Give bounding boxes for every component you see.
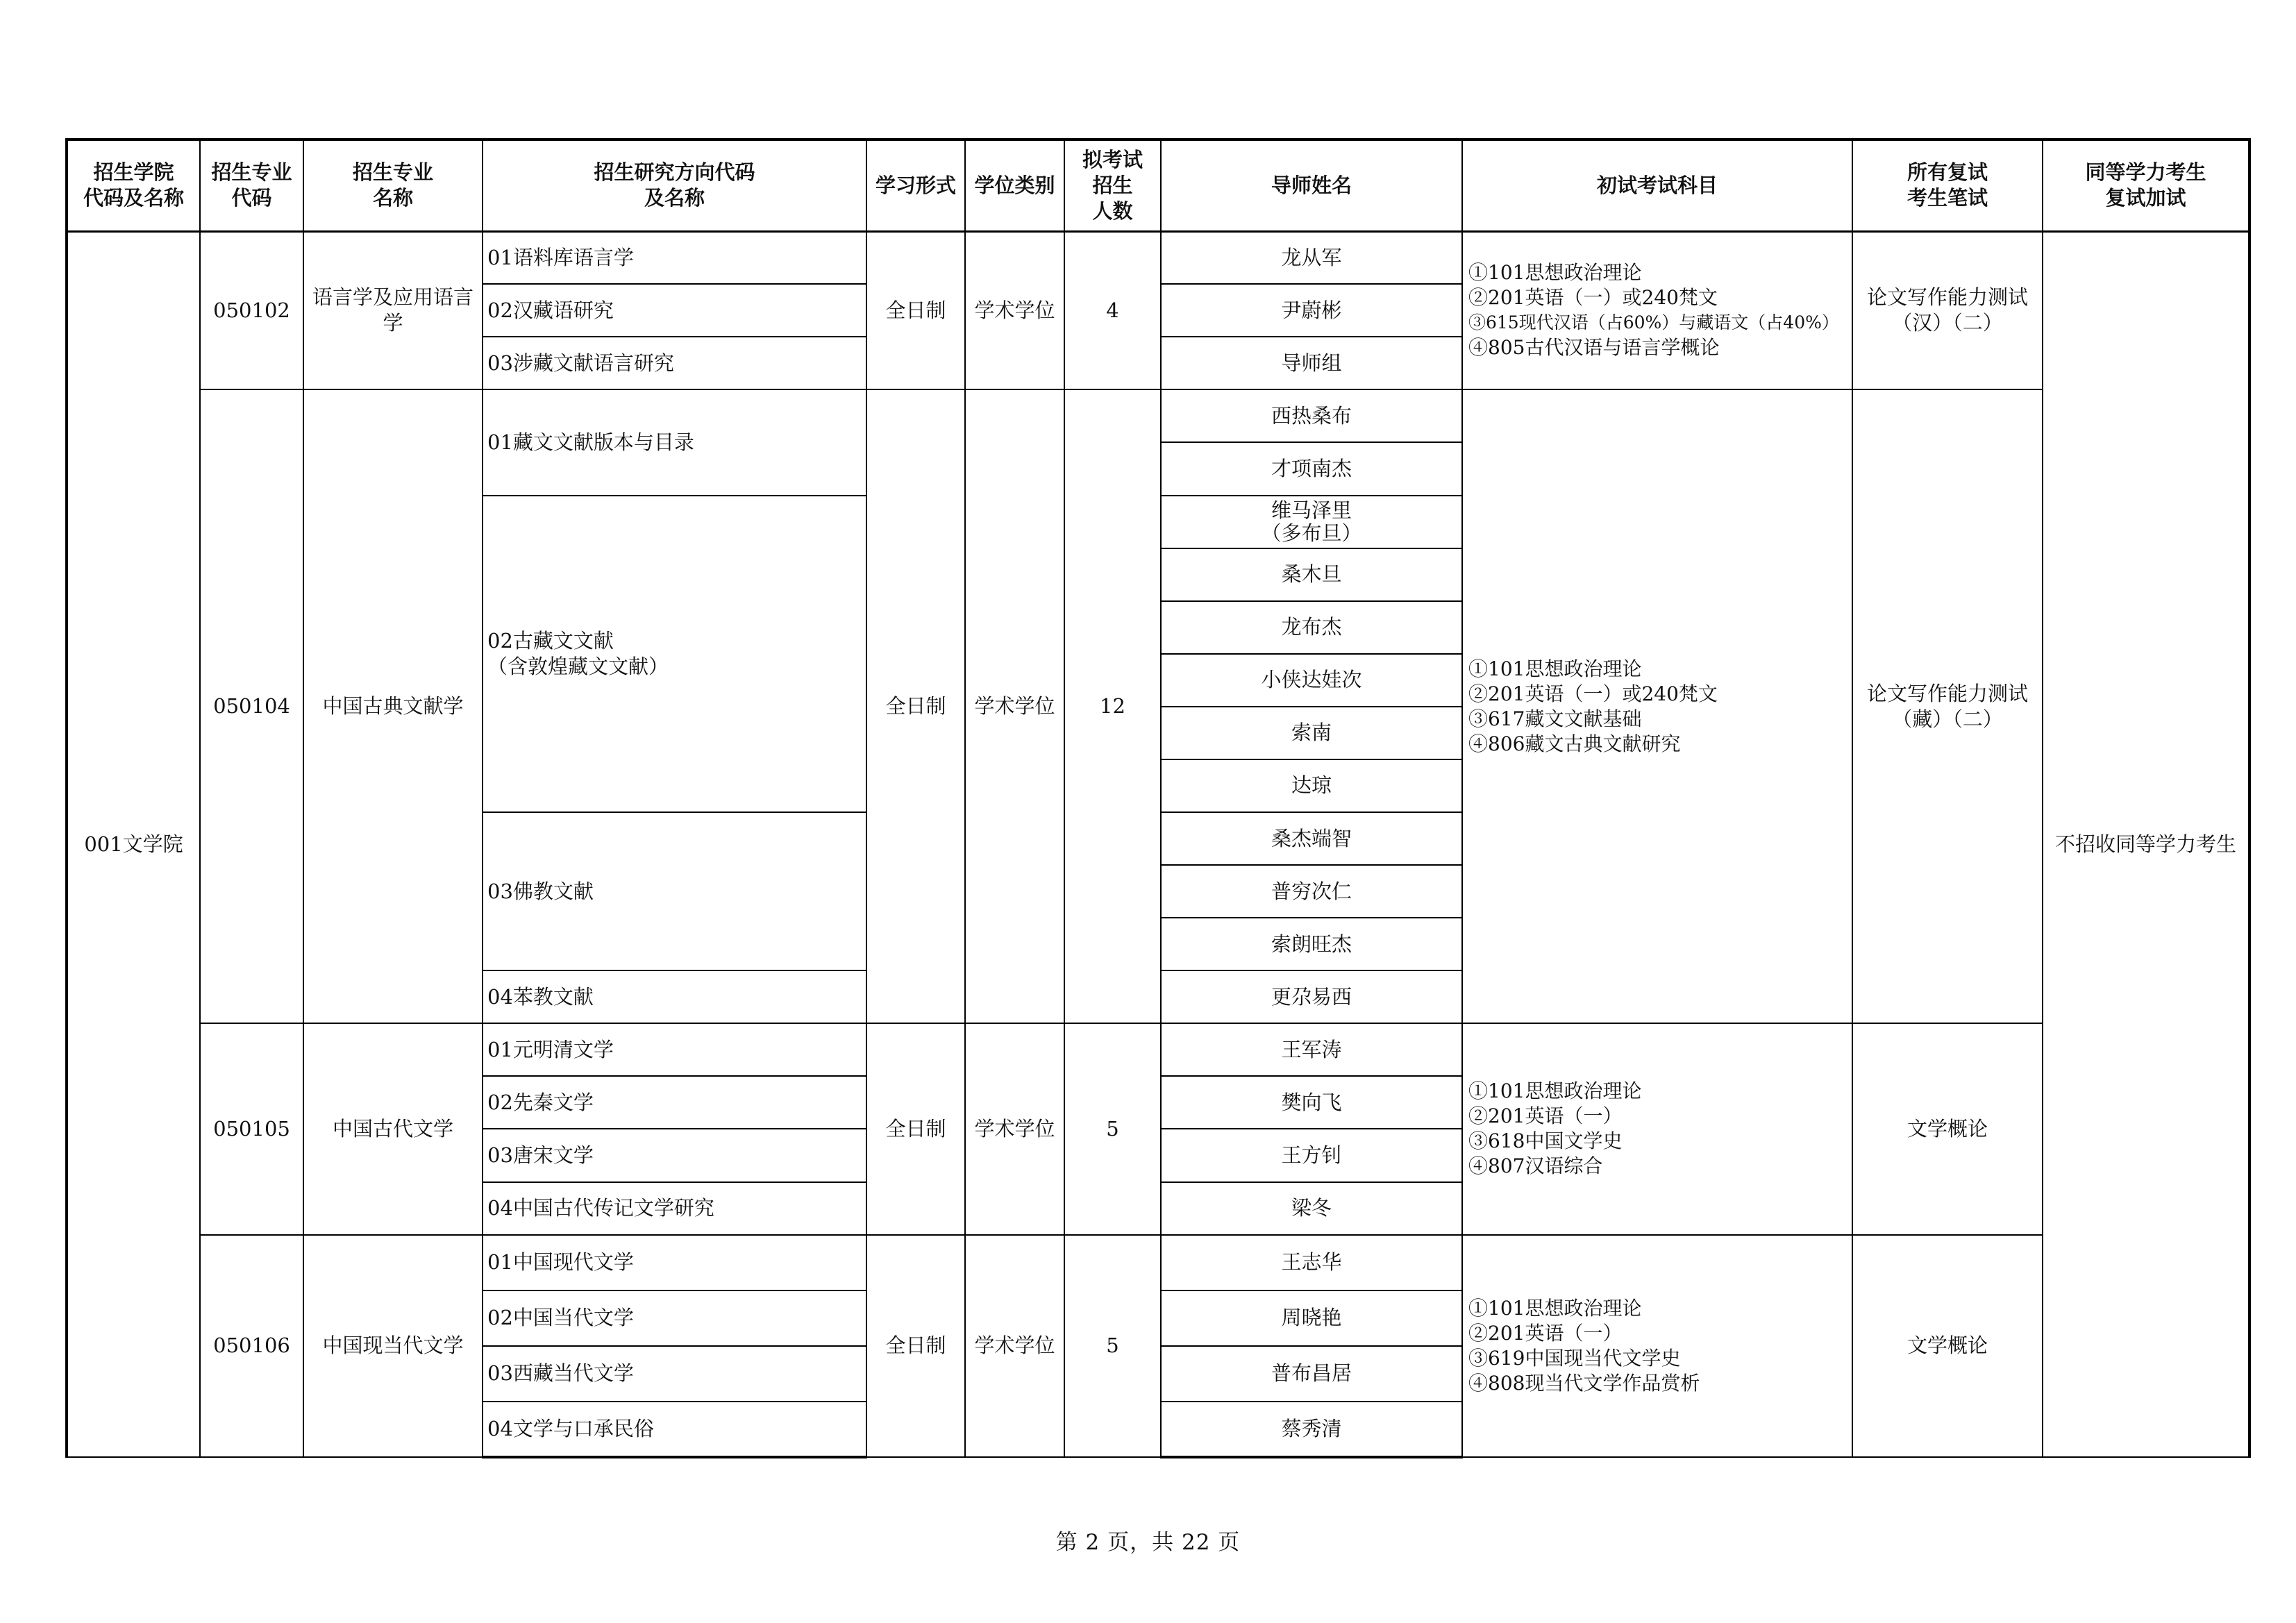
retest-cell: 文学概论 xyxy=(1852,1023,2043,1234)
table-row xyxy=(67,231,2249,284)
supervisor-cell: 普布昌居 xyxy=(1161,1346,1462,1402)
major-code-cell: 050102 xyxy=(200,231,303,389)
college-cell: 001文学院 xyxy=(67,231,200,1457)
direction-cell: 02先秦文学 xyxy=(483,1076,866,1129)
study-mode-cell: 全日制 xyxy=(866,389,965,1023)
exam-line: ③617藏文文献基础 xyxy=(1468,707,1642,730)
direction-cell: 01中国现代文学 xyxy=(483,1235,866,1290)
supervisor-cell: 维马泽里 （多布旦） xyxy=(1161,496,1462,548)
quota-cell: 4 xyxy=(1064,231,1161,389)
study-mode-cell: 全日制 xyxy=(866,1023,965,1234)
exam-line: ③618中国文学史 xyxy=(1468,1129,1623,1153)
header-row xyxy=(67,140,2249,231)
header-quota: 拟考试 招生 人数 xyxy=(1064,140,1161,231)
direction-cell: 04中国古代传记文学研究 xyxy=(483,1182,866,1235)
direction-cell: 03西藏当代文学 xyxy=(483,1346,866,1402)
supervisor-cell: 樊向飞 xyxy=(1161,1076,1462,1129)
supervisor-cell: 普穷次仁 xyxy=(1161,865,1462,918)
direction-cell: 01语料库语言学 xyxy=(483,231,866,284)
degree-type-cell: 学术学位 xyxy=(965,231,1064,389)
exam-line: ④806藏文古典文献研究 xyxy=(1468,732,1681,755)
quota-cell: 5 xyxy=(1064,1235,1161,1457)
major-name-cell: 语言学及应用语言学 xyxy=(303,231,483,389)
exam-subjects-cell xyxy=(1462,1023,1852,1234)
exam-line: ④807汉语综合 xyxy=(1468,1154,1603,1178)
header-exam-subjects: 初试考试科目 xyxy=(1462,140,1852,231)
study-mode-cell: 全日制 xyxy=(866,1235,965,1457)
header-direction: 招生研究方向代码 及名称 xyxy=(483,140,866,231)
supervisor-cell: 索朗旺杰 xyxy=(1161,918,1462,970)
major-code-cell: 050104 xyxy=(200,389,303,1023)
direction-cell: 04苯教文献 xyxy=(483,970,866,1023)
exam-line: ④805古代汉语与语言学概论 xyxy=(1468,336,1720,360)
supervisor-cell: 尹蔚彬 xyxy=(1161,284,1462,337)
direction-cell: 01元明清文学 xyxy=(483,1023,866,1076)
header-college: 招生学院 代码及名称 xyxy=(67,140,200,231)
table-row xyxy=(67,389,2249,442)
exam-line: ①101思想政治理论 xyxy=(1468,1296,1642,1320)
major-code-cell: 050106 xyxy=(200,1235,303,1457)
exam-line: ④808现当代文学作品赏析 xyxy=(1468,1371,1700,1395)
supervisor-cell: 导师组 xyxy=(1161,337,1462,389)
header-major-code: 招生专业 代码 xyxy=(200,140,303,231)
supervisor-cell: 小侠达娃次 xyxy=(1161,654,1462,707)
supervisor-cell: 更尕易西 xyxy=(1161,970,1462,1023)
direction-cell: 02汉藏语研究 xyxy=(483,284,866,337)
header-equivalent-retest: 同等学力考生 复试加试 xyxy=(2043,140,2249,231)
exam-line: ③619中国现当代文学史 xyxy=(1468,1346,1681,1370)
supervisor-cell: 龙布杰 xyxy=(1161,601,1462,654)
exam-line: ①101思想政治理论 xyxy=(1468,657,1642,680)
exam-subjects-cell xyxy=(1462,1235,1852,1457)
admissions-table xyxy=(65,138,2251,1458)
exam-line: ①101思想政治理论 xyxy=(1468,1079,1642,1103)
exam-line: ②201英语（一） xyxy=(1468,1321,1623,1345)
supervisor-cell: 桑杰端智 xyxy=(1161,812,1462,865)
retest-cell: 文学概论 xyxy=(1852,1235,2043,1457)
supervisor-cell: 龙从军 xyxy=(1161,231,1462,284)
supervisor-cell: 蔡秀清 xyxy=(1161,1402,1462,1457)
supervisor-cell: 王军涛 xyxy=(1161,1023,1462,1076)
quota-cell: 5 xyxy=(1064,1023,1161,1234)
retest-cell: 论文写作能力测试 （藏）（二） xyxy=(1852,389,2043,1023)
equivalent-note-cell: 不招收同等学力考生 xyxy=(2043,231,2249,1457)
header-study-mode: 学习形式 xyxy=(866,140,965,231)
supervisor-cell: 王志华 xyxy=(1161,1235,1462,1290)
supervisor-cell: 西热桑布 xyxy=(1161,389,1462,442)
direction-cell: 03涉藏文献语言研究 xyxy=(483,337,866,389)
exam-subjects-cell xyxy=(1462,231,1852,389)
exam-line: ②201英语（一） xyxy=(1468,1104,1623,1128)
exam-line: ③615现代汉语（占60%）与藏语文（占40%） xyxy=(1468,312,1839,333)
direction-cell: 01藏文文献版本与目录 xyxy=(483,389,866,495)
direction-cell: 04文学与口承民俗 xyxy=(483,1402,866,1457)
supervisor-cell: 桑木旦 xyxy=(1161,548,1462,601)
direction-cell: 02古藏文文献 （含敦煌藏文文献） xyxy=(483,496,866,812)
major-name-cell: 中国现当代文学 xyxy=(303,1235,483,1457)
major-name-cell: 中国古代文学 xyxy=(303,1023,483,1234)
supervisor-cell: 索南 xyxy=(1161,707,1462,759)
degree-type-cell: 学术学位 xyxy=(965,1023,1064,1234)
header-major-name: 招生专业 名称 xyxy=(303,140,483,231)
supervisor-cell: 周晓艳 xyxy=(1161,1290,1462,1346)
degree-type-cell: 学术学位 xyxy=(965,1235,1064,1457)
page-number: 第 2 页，共 22 页 xyxy=(1055,1530,1241,1555)
table-row xyxy=(67,1023,2249,1076)
major-code-cell: 050105 xyxy=(200,1023,303,1234)
direction-cell: 03唐宋文学 xyxy=(483,1129,866,1181)
direction-cell: 02中国当代文学 xyxy=(483,1290,866,1346)
exam-line: ②201英语（一）或240梵文 xyxy=(1468,286,1718,310)
supervisor-cell: 才项南杰 xyxy=(1161,442,1462,495)
retest-cell: 论文写作能力测试 （汉）（二） xyxy=(1852,231,2043,389)
exam-line: ②201英语（一）或240梵文 xyxy=(1468,682,1718,705)
header-retest-written: 所有复试 考生笔试 xyxy=(1852,140,2043,231)
exam-line: ①101思想政治理论 xyxy=(1468,261,1642,285)
major-name-cell: 中国古典文献学 xyxy=(303,389,483,1023)
supervisor-cell: 王方钊 xyxy=(1161,1129,1462,1181)
quota-cell: 12 xyxy=(1064,389,1161,1023)
supervisor-cell: 梁冬 xyxy=(1161,1182,1462,1235)
study-mode-cell: 全日制 xyxy=(866,231,965,389)
direction-cell: 03佛教文献 xyxy=(483,812,866,970)
degree-type-cell: 学术学位 xyxy=(965,389,1064,1023)
header-supervisor: 导师姓名 xyxy=(1161,140,1462,231)
header-degree-type: 学位类别 xyxy=(965,140,1064,231)
supervisor-cell: 达琼 xyxy=(1161,759,1462,812)
table-row xyxy=(67,1235,2249,1290)
exam-subjects-cell xyxy=(1462,389,1852,1023)
